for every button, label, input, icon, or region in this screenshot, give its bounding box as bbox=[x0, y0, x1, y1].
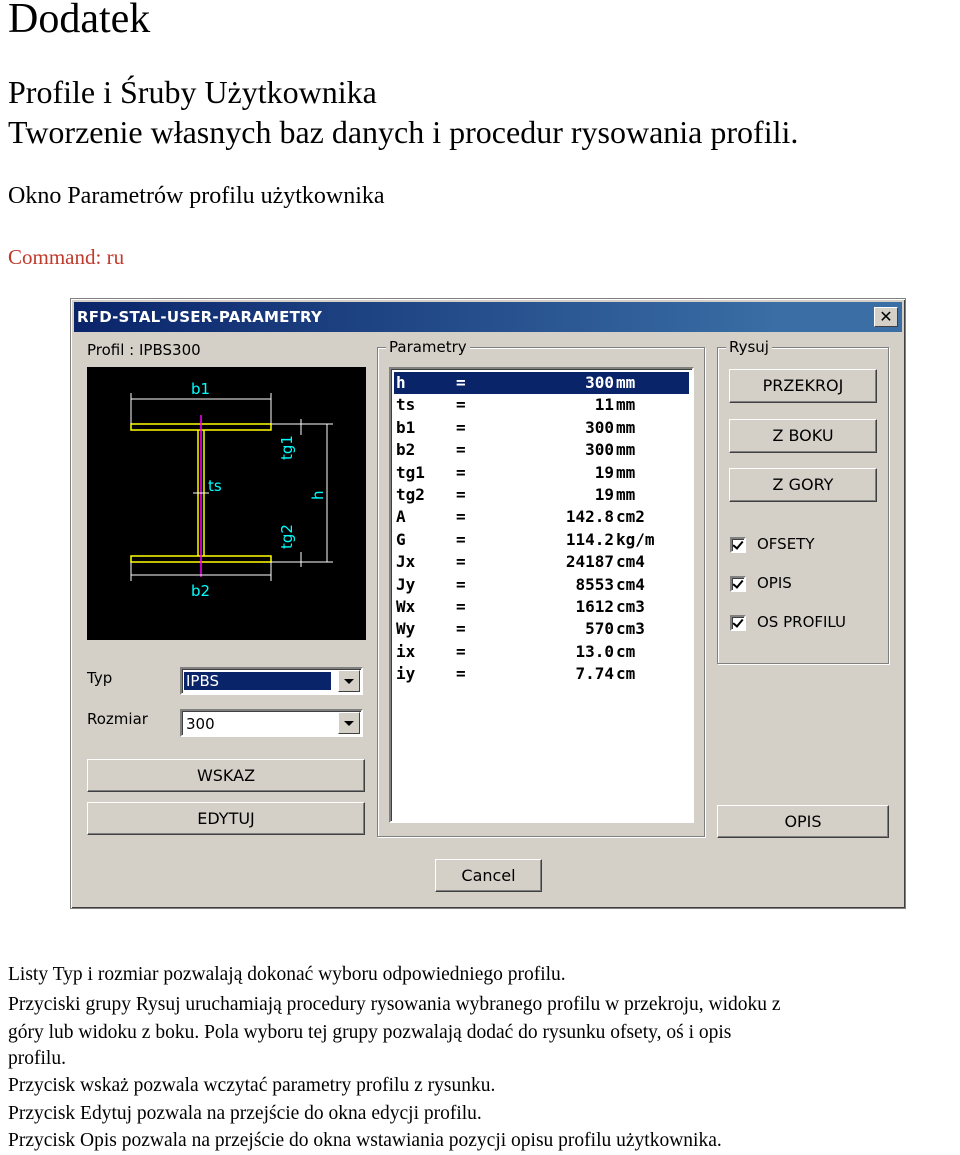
parameter-unit: cm bbox=[616, 641, 636, 661]
parameter-row[interactable] bbox=[394, 417, 689, 439]
description-line: Przycisk Edytuj pozwala na przejście do okna edycji profilu. bbox=[8, 1103, 482, 1124]
description-line: Przycisk wskaż pozwala wczytać parametry profilu z rysunku. bbox=[8, 1075, 496, 1096]
parameter-value: 24187 bbox=[565, 552, 614, 572]
opis-button[interactable]: OPIS bbox=[717, 805, 889, 838]
parameter-value: 300 bbox=[585, 417, 614, 437]
parameter-row[interactable] bbox=[394, 551, 689, 573]
parameter-eq: = bbox=[456, 395, 466, 415]
tg1-label: tg1 bbox=[278, 435, 296, 460]
typ-select-value: IPBS bbox=[184, 672, 331, 690]
description-line: Przyciski grupy Rysuj uruchamiają procedury rysowania wybranego profilu w przekroju, widoku z bbox=[8, 994, 781, 1015]
b2-label: b2 bbox=[191, 582, 211, 600]
command-line: Command: ru bbox=[8, 245, 125, 269]
parameter-unit: cm4 bbox=[616, 552, 645, 572]
parameter-name: ts bbox=[396, 395, 416, 415]
parameter-unit: mm bbox=[616, 485, 636, 504]
parameter-unit: cm3 bbox=[616, 597, 645, 616]
edytuj-button[interactable]: EDYTUJ bbox=[87, 802, 365, 835]
parameter-eq: = bbox=[456, 552, 466, 572]
parameter-unit: mm bbox=[616, 417, 636, 437]
parametry-group-label: Parametry bbox=[386, 338, 470, 356]
profile-label: Profil : IPBS300 bbox=[87, 341, 201, 359]
parameters-list[interactable] bbox=[389, 367, 694, 823]
section-subtitle: Tworzenie własnych baz danych i procedur rysowania profili. bbox=[8, 114, 799, 150]
parameter-eq: = bbox=[456, 417, 466, 437]
b1-label: b1 bbox=[191, 380, 211, 398]
typ-select[interactable] bbox=[180, 667, 363, 695]
parameter-row[interactable] bbox=[394, 372, 689, 394]
parameter-name: Jx bbox=[396, 552, 416, 572]
typ-label: Typ bbox=[87, 669, 113, 687]
parameter-eq: = bbox=[456, 664, 466, 684]
parameter-unit: cm3 bbox=[616, 619, 645, 639]
parameter-row[interactable] bbox=[394, 439, 689, 461]
parameter-unit: mm bbox=[616, 395, 636, 415]
parameter-name: iy bbox=[396, 664, 416, 684]
opis-checkbox-label: OPIS bbox=[757, 574, 792, 592]
rozmiar-select-value: 300 bbox=[186, 715, 215, 733]
parameter-name: Wx bbox=[396, 597, 416, 616]
parameter-row[interactable] bbox=[394, 484, 689, 506]
rysuj-group-label: Rysuj bbox=[726, 338, 772, 356]
parameter-value: 1612 bbox=[575, 597, 614, 616]
parameter-unit: cm2 bbox=[616, 507, 645, 527]
wskaz-button[interactable]: WSKAZ bbox=[87, 759, 365, 792]
ofsety-label: OFSETY bbox=[757, 535, 815, 553]
description-line: Listy Typ i rozmiar pozwalają dokonać wyboru odpowiedniego profilu. bbox=[8, 964, 566, 985]
przekroj-button[interactable]: PRZEKROJ bbox=[729, 369, 877, 403]
parameter-value: 11 bbox=[594, 395, 614, 415]
chevron-down-icon[interactable] bbox=[338, 712, 360, 734]
parameter-unit: mm bbox=[616, 373, 636, 392]
parameter-row[interactable] bbox=[394, 618, 689, 640]
parameter-name: h bbox=[396, 373, 406, 392]
description-line: Przycisk Opis pozwala na przejście do okna wstawiania pozycji opisu profilu użytkownika. bbox=[8, 1130, 722, 1151]
dialog-title: RFD-STAL-USER-PARAMETRY bbox=[77, 308, 323, 326]
dialog-titlebar bbox=[74, 302, 902, 332]
parameter-eq: = bbox=[456, 574, 466, 594]
cancel-button[interactable]: Cancel bbox=[435, 859, 542, 892]
parameter-value: 570 bbox=[585, 619, 614, 639]
parameter-eq: = bbox=[456, 462, 466, 482]
parameter-row[interactable] bbox=[394, 394, 689, 416]
parameters-dialog bbox=[70, 298, 906, 909]
description-line: góry lub widoku z boku. Pola wyboru tej grupy pozwalają dodać do rysunku ofsety, oś i opis bbox=[8, 1022, 732, 1043]
parameter-name: Wy bbox=[396, 619, 416, 639]
chevron-down-icon[interactable] bbox=[338, 670, 360, 692]
description-line: profilu. bbox=[8, 1048, 66, 1069]
parameter-value: 7.74 bbox=[575, 664, 614, 684]
parameter-value: 19 bbox=[594, 462, 614, 482]
parameter-eq: = bbox=[456, 373, 466, 392]
parameter-eq: = bbox=[456, 507, 466, 527]
parameter-name: tg2 bbox=[396, 485, 425, 504]
z-boku-button[interactable]: Z BOKU bbox=[729, 419, 877, 453]
parameter-name: tg1 bbox=[396, 462, 425, 482]
page-heading: Dodatek bbox=[8, 0, 151, 42]
parameter-unit: mm bbox=[616, 440, 636, 460]
parameter-value: 300 bbox=[585, 440, 614, 460]
parameter-row[interactable] bbox=[394, 574, 689, 596]
parameter-eq: = bbox=[456, 529, 466, 549]
parameter-unit: cm4 bbox=[616, 574, 645, 594]
parameter-name: A bbox=[396, 507, 406, 527]
opis-checkbox[interactable] bbox=[730, 576, 746, 592]
os-profilu-checkbox[interactable] bbox=[730, 615, 746, 631]
parameter-name: G bbox=[396, 529, 406, 549]
os-profilu-label: OS PROFILU bbox=[757, 613, 847, 631]
parameter-eq: = bbox=[456, 619, 466, 639]
parameter-unit: cm bbox=[616, 664, 636, 684]
parameter-value: 114.2 bbox=[565, 529, 614, 549]
ts-label: ts bbox=[208, 477, 222, 495]
parameter-value: 8553 bbox=[575, 574, 614, 594]
parameter-value: 300 bbox=[585, 373, 614, 392]
rozmiar-select[interactable] bbox=[180, 709, 363, 737]
rozmiar-label: Rozmiar bbox=[87, 710, 148, 728]
parameter-eq: = bbox=[456, 485, 466, 504]
parameter-value: 13.0 bbox=[575, 641, 614, 661]
parameter-name: b1 bbox=[396, 417, 416, 437]
parameter-row[interactable] bbox=[394, 529, 689, 551]
parameter-name: Jy bbox=[396, 574, 416, 594]
parameter-name: ix bbox=[396, 641, 416, 661]
parameter-name: b2 bbox=[396, 440, 416, 460]
section-title: Profile i Śruby Użytkownika bbox=[8, 74, 377, 110]
parameter-unit: kg/m bbox=[616, 529, 655, 549]
tg2-label: tg2 bbox=[278, 524, 296, 549]
parameter-value: 142.8 bbox=[565, 507, 614, 527]
parameter-row[interactable] bbox=[394, 663, 689, 685]
z-gory-button[interactable]: Z GORY bbox=[729, 468, 877, 502]
h-label: h bbox=[309, 490, 327, 500]
ofsety-checkbox[interactable] bbox=[730, 537, 746, 553]
parameter-eq: = bbox=[456, 641, 466, 661]
window-caption: Okno Parametrów profilu użytkownika bbox=[8, 183, 385, 209]
parameter-row[interactable] bbox=[394, 462, 689, 484]
parameter-value: 19 bbox=[594, 485, 614, 504]
profile-drawing bbox=[87, 367, 366, 640]
parameter-unit: mm bbox=[616, 462, 636, 482]
parameter-row[interactable] bbox=[394, 506, 689, 528]
parameter-eq: = bbox=[456, 440, 466, 460]
close-button[interactable]: ✕ bbox=[874, 307, 898, 327]
parameter-row[interactable] bbox=[394, 641, 689, 663]
parameter-row[interactable] bbox=[394, 596, 689, 618]
parameter-eq: = bbox=[456, 597, 466, 616]
